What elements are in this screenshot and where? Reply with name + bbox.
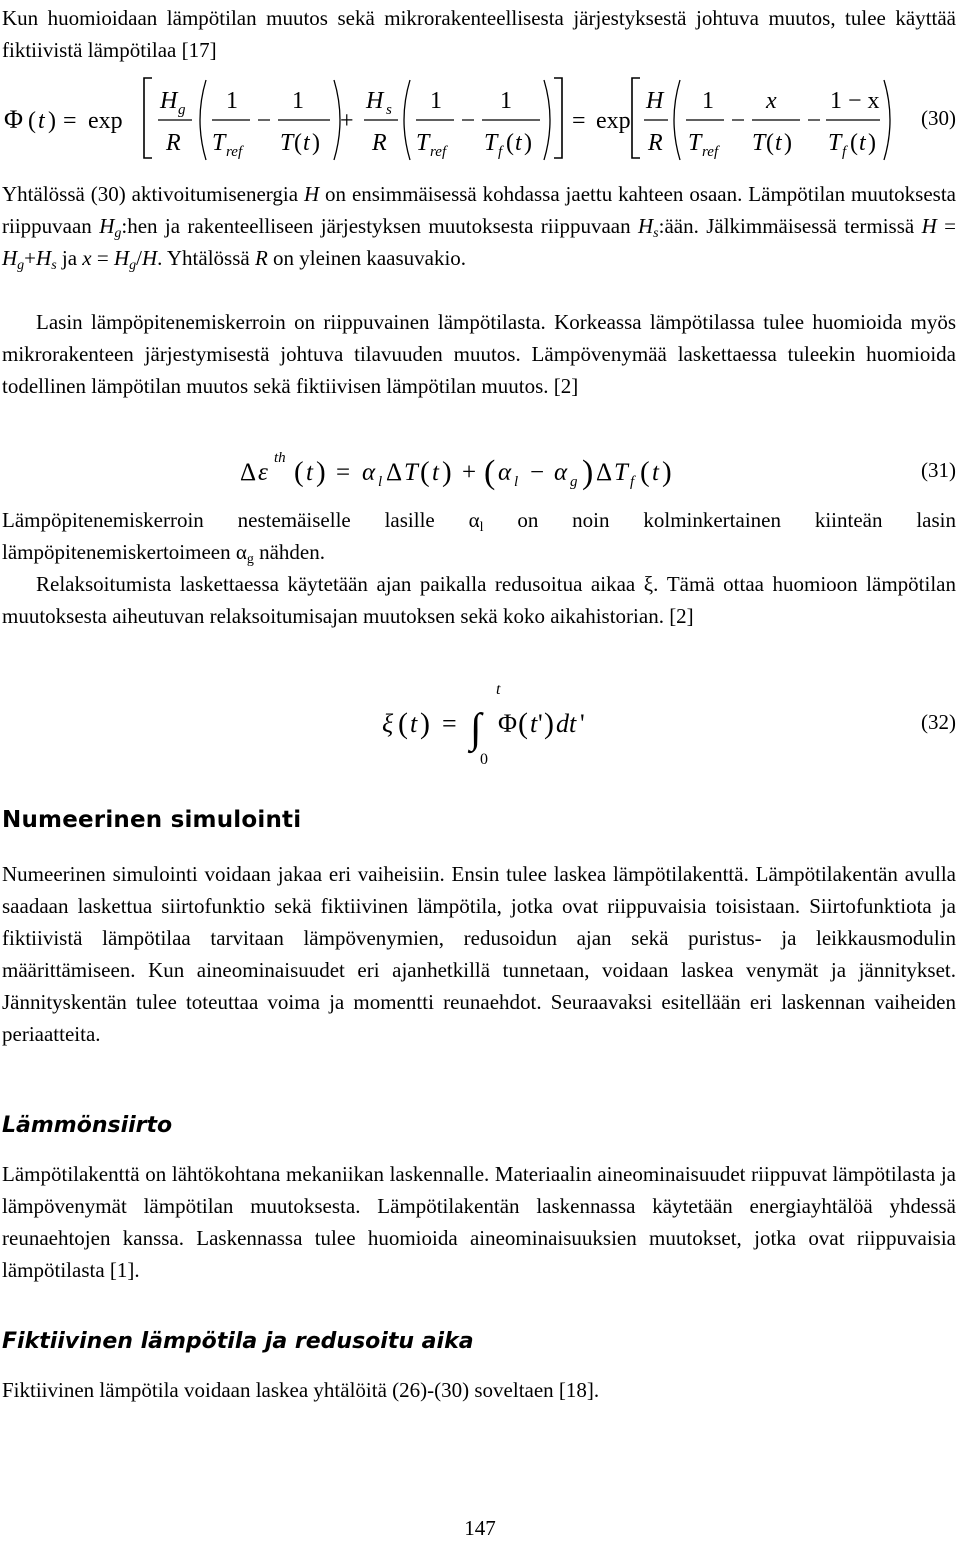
svg-text:+: + <box>462 459 477 486</box>
svg-text:(: ( <box>506 130 514 156</box>
svg-text:': ' <box>580 709 585 738</box>
svg-text:1: 1 <box>226 88 238 114</box>
equation-30-formula <box>0 66 900 170</box>
svg-text:T: T <box>614 459 628 486</box>
svg-text:): ) <box>442 456 452 488</box>
svg-text:Δ: Δ <box>240 459 257 486</box>
svg-text:Δ: Δ <box>386 459 403 486</box>
page-number: 147 <box>464 1516 496 1540</box>
svg-text:(: ( <box>850 130 858 156</box>
equation-32-formula <box>380 676 680 772</box>
svg-text:ref: ref <box>226 144 243 160</box>
svg-text:ξ: ξ <box>382 709 394 738</box>
svg-text:(: ( <box>420 456 430 488</box>
paragraph-fiktiivinen-lampotila: Fiktiivinen lämpötila voidaan laskea yhtälöitä (26)-(30) soveltaen [18]. <box>2 1378 600 1402</box>
svg-text:0: 0 <box>480 751 488 768</box>
svg-text:α: α <box>554 459 568 486</box>
equation-31-formula <box>240 440 960 500</box>
svg-text:s: s <box>386 102 392 118</box>
svg-text:1: 1 <box>292 88 304 114</box>
paragraph-eq30-explanation: Yhtälössä (30) aktivoitumisenergia H on ensimmäisessä kohdassa jaettu kahteen osaan. Lämpötilan muutoksesta riippuvaan $H_g:hen$ ja rakenteelliseen järjestyksen muutoksesta riippuvaan $H_s:ään$. Jälkimmäisessä termissä $H = H_g+H_s$ ja $x = H_g/H$. Yhtälössä R on yleinen kaasuvakio. <box>2 182 957 273</box>
svg-text:f: f <box>842 144 847 160</box>
svg-text:': ' <box>538 709 543 738</box>
svg-text:ref: ref <box>430 144 447 160</box>
svg-text:f: f <box>630 474 635 490</box>
svg-text:+: + <box>340 108 354 134</box>
svg-text:): ) <box>582 454 594 491</box>
svg-text:t: t <box>652 459 659 486</box>
svg-text:∫: ∫ <box>470 706 482 752</box>
section-heading-lammonsiirto: Lämmönsiirto <box>2 1113 173 1138</box>
svg-text:t: t <box>775 130 782 156</box>
paragraph-lasin: Lasin lämpöpitenemiskerroin on riippuvainen lämpötilasta. Korkeassa lämpötilassa tulee huomioida myös mikrorakenteen järjestymisestä johtuva tilavuuden muutos. Lämpövenymää laskettaessa tuleekin huomioida todellinen lämpötilan muutos sekä fiktiivisen lämpötilan muutos. [2] <box>2 310 956 398</box>
svg-text:=: = <box>572 108 586 134</box>
svg-text:): ) <box>524 130 532 156</box>
svg-text:T: T <box>212 130 226 156</box>
svg-text:=: = <box>336 459 351 486</box>
svg-text:H: H <box>646 88 664 114</box>
svg-text:1: 1 <box>702 88 714 114</box>
svg-text:exp: exp <box>88 108 123 134</box>
svg-text:(: ( <box>294 456 304 488</box>
svg-text:): ) <box>312 130 320 156</box>
svg-text:R: R <box>648 130 663 156</box>
svg-text:): ) <box>868 130 876 156</box>
svg-text:x: x <box>766 88 777 114</box>
svg-text:): ) <box>784 130 792 156</box>
paragraph-numeerinen-simulointi: Numeerinen simulointi voidaan jakaa eri vaiheisiin. Ensin tulee laskea lämpötilakenttä. Lämpötilakentän avulla saadaan laskettua siirtofunktio sekä fiktiivinen lämpötila, jotka ovat riippuvaisia toisistaan. Siirtofunktiota ja fiktiivistä lämpötilaa tarvitaan lämpövenymien, redusoidun ajan sekä puristus- ja leikkausmodulin määrittämiseen. Kun aineominaisuudet eri ajanhetkillä tunnetaan, voidaan laskea venymät ja jännitykset. Jännityskentän tulee toteuttaa voima ja momentti reunaehdot. Seuraavaksi esitellään eri laskennan vaiheiden periaatteita. <box>2 862 956 1046</box>
svg-text:(: ( <box>766 130 774 156</box>
svg-text:f: f <box>498 144 503 160</box>
svg-text:1: 1 <box>430 88 442 114</box>
equation-31 <box>0 440 960 500</box>
svg-text:R: R <box>372 130 387 156</box>
svg-text:1 − x: 1 − x <box>830 88 880 114</box>
svg-text:): ) <box>662 456 672 488</box>
svg-text:): ) <box>544 707 554 740</box>
svg-text:ref: ref <box>702 144 719 160</box>
paragraph-relaksoituminen: Relaksoitumista laskettaessa käytetään ajan paikalla redusoitua aikaa ξ. Tämä ottaa huomioon lämpötilan muutoksesta aiheutuvan relaksoitumisajan muutoksen sekä koko aikahistorian. [2] <box>2 572 956 628</box>
svg-text:α: α <box>362 459 376 486</box>
svg-text:T: T <box>828 130 842 156</box>
equation-30 <box>0 66 960 170</box>
svg-text:l: l <box>514 474 519 490</box>
svg-text:T: T <box>416 130 430 156</box>
equation-32 <box>0 676 960 772</box>
paragraph-eq31-explanation: Lämpöpitenemiskerroin nestemäiselle lasille $\alpha_l$ on noin kolminkertainen kiinteän lasin lämpöpitenemiskertoimeen $\alpha_g$ nähden. <box>2 508 956 567</box>
svg-text:Φ: Φ <box>4 105 24 134</box>
svg-text:T: T <box>280 130 294 156</box>
svg-text:(: ( <box>28 108 36 134</box>
svg-text:H: H <box>160 88 178 114</box>
svg-text:): ) <box>316 456 326 488</box>
svg-text:exp: exp <box>596 108 631 134</box>
svg-text:(: ( <box>518 707 528 740</box>
equation-30-number: (30) <box>921 106 956 130</box>
section-heading-numeerinen-simulointi: Numeerinen simulointi <box>2 807 302 833</box>
equation-31-number: (31) <box>921 458 956 482</box>
svg-text:ε: ε <box>258 459 268 486</box>
svg-text:t: t <box>410 709 418 738</box>
svg-text:=: = <box>63 108 77 134</box>
svg-text:t: t <box>859 130 866 156</box>
svg-text:g: g <box>178 102 186 118</box>
svg-text:th: th <box>274 450 286 466</box>
svg-text:t: t <box>515 130 522 156</box>
intro-paragraph: Kun huomioidaan lämpötilan muutos sekä mikrorakenteellisesta järjestyksestä johtuva muutos, tulee käyttää fiktiivistä lämpötilaa [17] <box>2 6 956 62</box>
svg-text:T: T <box>404 459 418 486</box>
section-heading-fiktiivinen-lampotila: Fiktiivinen lämpötila ja redusoitu aika <box>2 1329 474 1354</box>
svg-text:α: α <box>498 459 512 486</box>
svg-text:(: ( <box>294 130 302 156</box>
equation-32-number: (32) <box>921 710 956 734</box>
svg-text:Δ: Δ <box>596 459 613 486</box>
svg-text:R: R <box>166 130 181 156</box>
svg-text:l: l <box>378 474 383 490</box>
svg-text:T: T <box>752 130 766 156</box>
svg-text:(: ( <box>484 454 496 491</box>
svg-text:): ) <box>48 108 56 134</box>
paragraph-lammonsiirto: Lämpötilakenttä on lähtökohtana mekaniikan laskennalle. Materiaalin aineominaisuudet riippuvat lämpötilasta ja lämpövenymät lämpötilan muutoksesta. Lämpötilakentän laskennassa käytetään energiayhtälöä yhdessä reunaehtojen kanssa. Laskennassa tulee huomioida aineominaisuuksien muutokset, jotka ovat riippuvaisia lämpötilasta [1]. <box>2 1162 956 1282</box>
svg-text:t: t <box>432 459 439 486</box>
svg-text:Φ: Φ <box>498 709 518 738</box>
svg-text:T: T <box>484 130 498 156</box>
svg-text:t: t <box>530 709 538 738</box>
svg-text:g: g <box>570 474 578 490</box>
svg-text:(: ( <box>398 707 408 740</box>
svg-text:): ) <box>420 707 430 740</box>
svg-text:H: H <box>366 88 384 114</box>
svg-text:t: t <box>38 108 45 134</box>
svg-text:t: t <box>496 681 501 698</box>
svg-text:−: − <box>530 459 545 486</box>
svg-text:t: t <box>306 459 313 486</box>
svg-text:1: 1 <box>500 88 512 114</box>
svg-text:(: ( <box>640 456 650 488</box>
svg-text:t: t <box>303 130 310 156</box>
svg-text:dt: dt <box>556 709 577 738</box>
svg-text:=: = <box>442 709 457 738</box>
svg-text:T: T <box>688 130 702 156</box>
